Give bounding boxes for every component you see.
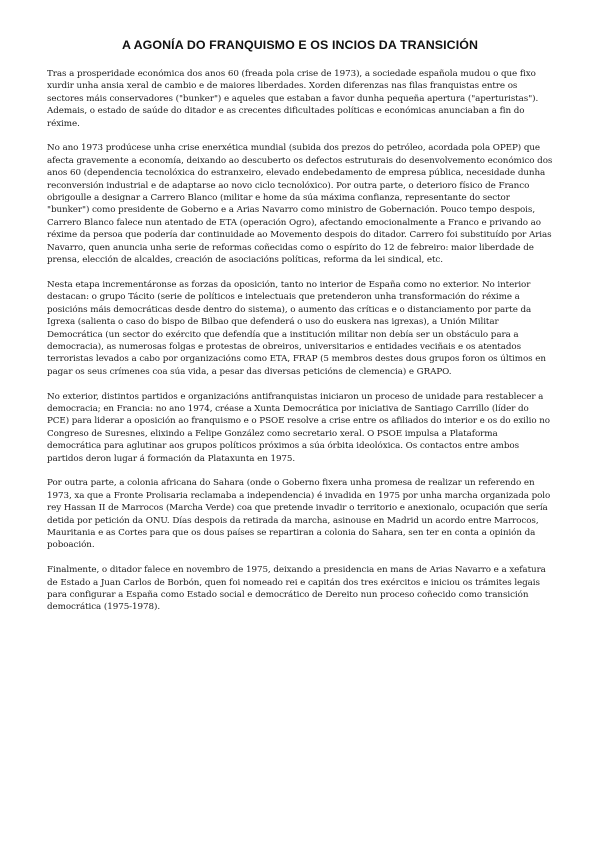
paragraph-sahara: Por outra parte, a colonia africana do Sahara (onde o Goberno fixera unha promesa de realizar un referendo en 1973, xa que a Fronte Prolisaria reclamaba a independencia) é invadida en 1975 por unha marcha organizada polo rey Hassan II de Marrocos (Marcha Verde) coa que pretende invadir o territorio e anexionalo, ocupación que sería detida por petición da ONU. Días despois da retirada da marcha, asinouse en Madrid un acordo entre Marrocos, Mauritania e as Cortes para que os dous países se repartiran a colonia do Sahara, sen ter en conta a opinión da poboación.	[47, 478, 551, 551]
paragraph-opposition-interior: Nesta etapa incrementáronse as forzas da oposición, tanto no interior de España como no exterior. No interior destacan: o grupo Tácito (serie de políticos e intelectuais que pretenderon unha transformación do réxime a posicións máis democráticas desde dentro do sistema), o aumento das críticas e o distanciamento por parte da Igrexa (salienta o caso do bispo de Bilbao que defenderá o uso do euskera nas igrexas), a Unión Militar Democrática (un sector do exército que defendía que a institución militar non debía ser un obstáculo para a democracia), as numerosas folgas e protestas de obreiros, universitarios e entidades veciñais e os atentados terroristas levados a cabo por organizacións como ETA, FRAP (5 membros destes dous grupos foron os últimos en pagar os seus crímenes coa súa vida, a pesar das diversas peticións de clemencia) e GRAPO.	[47, 279, 546, 377]
document-title: A AGONÍA DO FRANQUISMO E OS INCIOS DA TRANSICIÓN	[121, 38, 479, 52]
paragraph-energy-crisis: No ano 1973 prodúcese unha crise enerxética mundial (subida dos prezos do petróleo, acordada pola OPEP) que afecta gravemente a economía, deixando ao descuberto os defectos estruturais do desenvolvemento económico dos anos 60 (dependencia tecnolóxica do estranxeiro, elevado endebedamento de empresa pública, necesidade dunha reconversión industrial e de adaptarse ao novo ciclo tecnolóxico). Por outra parte, o deterioro físico de Franco obrigoulle a designar a Carrero Blanco (militar e home da súa máxima confianza, representante do sector "bunker") como presidente de Goberno e a Arias Navarro como ministro de Gobernación. Pouco tempo despois, Carrero Blanco falece nun atentado de ETA (operación Ogro), afectando emocionalmente a Franco e privando ao réxime da persoa que podería dar continuidade ao Movemento despois do ditador. Carrero foi substituído por Arias Navarro, quen anuncia unha serie de reformas coñecidas como o espírito do 12 de febreiro: maior liberdade de prensa, elección de alcaldes, creación de asociacións políticas, reforma da lei sindical, etc.	[47, 143, 553, 266]
paragraph-finale: Finalmente, o ditador falece en novembro de 1975, deixando a presidencia en mans de Arias Navarro e a xefatura de Estado a Juan Carlos de Borbón, quen foi nomeado rei e capitán dos tres exércitos e iniciou os trámites legais para configurar a España como Estado social e democrático de Dereito nun proceso coñecido como transición democrática (1975-1978).	[47, 565, 546, 613]
paragraph-prosperity: Tras a prosperidade económica dos anos 60 (freada pola crise de 1973), a sociedade española mudou o que fixo xurdir unha ansia xeral de cambio e de maiores liberdades. Xorden diferenzas nas filas franquistas entre os sectores máis conservadores ("bunker") e aqueles que estaban a favor dunha pequeña apertura ("aperturistas"). Ademais, o estado de saúde do ditador e as crecentes dificultades políticas e económicas anunciaban a fin do réxime.	[47, 69, 539, 129]
paragraph-opposition-exterior: No exterior, distintos partidos e organizacións antifranquistas iniciaron un proceso de unidade para restablecer a democracia; en Francia: no ano 1974, créase a Xunta Democrática por iniciativa de Santiago Carrillo (líder do PCE) para liderar a oposición ao franquismo e o PSOE resolve a crise entre os afiliados do interior e os do exilio no Congreso de Suresnes, elixindo a Felipe González como secretario xeral. O PSOE impulsa a Plataforma democrática para aglutinar aos grupos políticos próximos a súa órbita ideolóxica. Os contactos entre ambos partidos deron lugar á formación da Plataxunta en 1975.	[47, 391, 550, 464]
